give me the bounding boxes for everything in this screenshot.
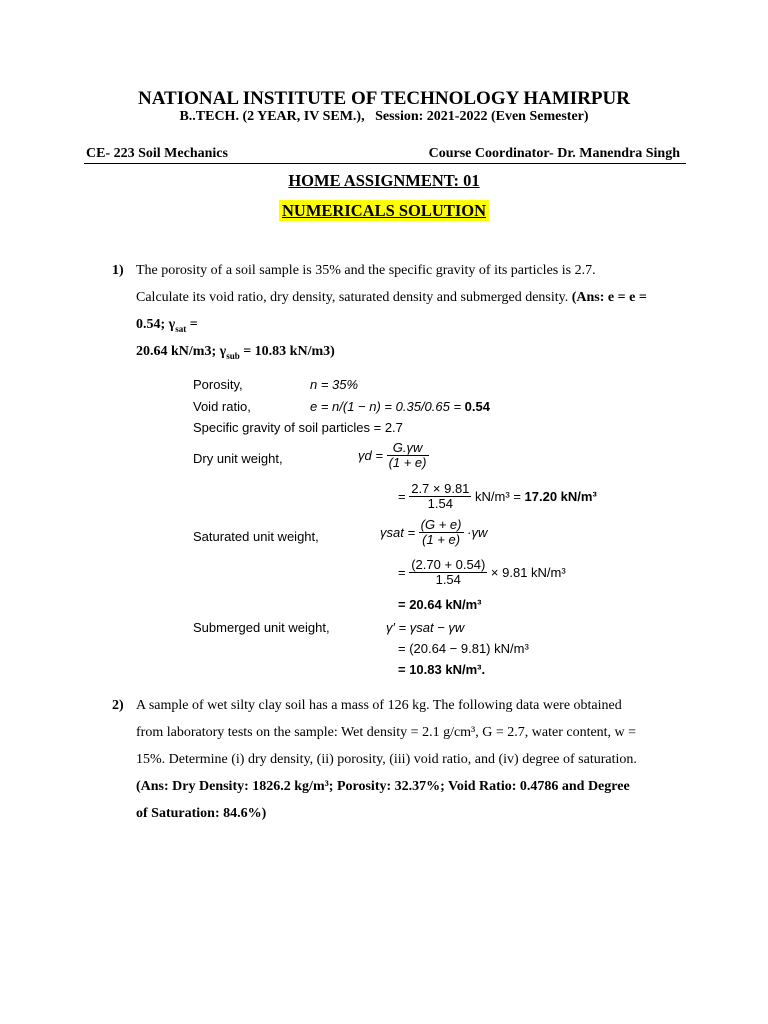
q2-line-3: 15%. Determine (i) dry density, (ii) porosity, (iii) void ratio, and (iv) degree of saturation. (136, 752, 637, 767)
assignment-title: HOME ASSIGNMENT: 01 (288, 171, 480, 190)
saturated-unit-weight-calc: = $\frac{(2.70 + 0.54)}{1.54}$ × 9.81 kN/m³ (398, 557, 566, 587)
q2-line-1: A sample of wet silty clay soil has a mass of 126 kg. The following data were obtained (136, 698, 622, 713)
question-2-text (136, 692, 678, 827)
submerged-unit-weight-label: Submerged unit weight, (193, 620, 330, 635)
question-number-2: 2) (112, 698, 124, 713)
course-coordinator: Course Coordinator- Dr. Manendra Singh (428, 146, 680, 161)
header-divider (84, 163, 686, 164)
specific-gravity-line: Specific gravity of soil particles = 2.7 (193, 420, 403, 435)
question-1-text (136, 257, 678, 343)
saturated-unit-weight-label: Saturated unit weight, (193, 529, 319, 544)
porosity-label: Porosity, (193, 377, 243, 392)
question-number-1: 1) (112, 263, 124, 278)
submerged-formula: γ′ = γsat − γw (386, 620, 465, 635)
dry-unit-weight-calc: = $\frac{2.7 \times 9.81}{1.54}$ kN/m³ = 17.20 kN/m³ (398, 481, 597, 511)
void-ratio-label: Void ratio, (193, 399, 251, 414)
q2-line-2: from laboratory tests on the sample: Wet density = 2.1 g/cm³, G = 2.7, water content, w = (136, 725, 637, 740)
q1-line-1: The porosity of a soil sample is 35% and the specific gravity of its particles is 2.7. (136, 263, 596, 278)
q1-answer-line-2: 0.54; $\gamma_{sat}$ = (136, 317, 198, 334)
dry-unit-weight-label: Dry unit weight, (193, 451, 283, 466)
q1-answer-line-3: 20.64 kN/m3; $\gamma_{sub} = 10.83$ kN/m3) (136, 344, 335, 361)
session-line: B..TECH. (2 YEAR, IV SEM.), Session: 2021-2022 (Even Semester) (179, 109, 589, 124)
q2-answer-line-1: (Ans: Dry Density: 1826.2 kg/m³; Porosity: 32.37%; Void Ratio: 0.4786 and Degree (136, 779, 630, 794)
solution-subtitle: NUMERICALS SOLUTION (0, 201, 768, 221)
q2-answer-line-2: of Saturation: 84.6%) (136, 806, 267, 821)
void-ratio-expression: e = n/(1 − n) = 0.35/0.65 = 0.54 (310, 399, 490, 414)
course-code: CE- 223 Soil Mechanics (86, 146, 228, 161)
porosity-value: n = 35% (310, 377, 359, 392)
submerged-calc: = (20.64 − 9.81) kN/m³ (398, 641, 529, 656)
saturated-unit-weight-formula: γsat = $\frac{(G + e)}{(1 + e)}$ ·γw (380, 517, 488, 547)
institute-name: NATIONAL INSTITUTE OF TECHNOLOGY HAMIRPUR (138, 88, 630, 109)
submerged-result: = 10.83 kN/m³. (398, 662, 486, 677)
saturated-unit-weight-result: = 20.64 kN/m³ (398, 597, 482, 612)
q1-line-2: Calculate its void ratio, dry density, saturated density and submerged density. (Ans: e = e = (136, 290, 647, 305)
dry-unit-weight-formula: γd = $\frac{G.\gamma w}{(1 + e)}$ (358, 440, 427, 470)
